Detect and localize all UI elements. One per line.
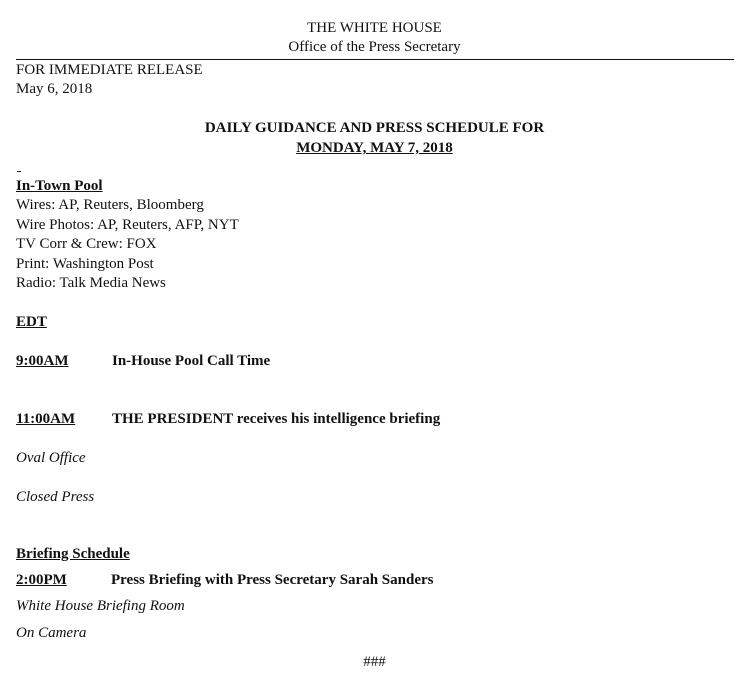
- letterhead-office: Office of the Press Secretary: [288, 39, 461, 55]
- timezone-heading: EDT: [16, 314, 47, 330]
- schedule-time-0: 9:00AM: [16, 353, 69, 369]
- header-rule: [16, 59, 734, 60]
- schedule-coverage-1: Closed Press: [16, 489, 95, 505]
- pool-line-print: Print: Washington Post: [16, 256, 154, 272]
- release-date: May 6, 2018: [16, 81, 93, 97]
- end-mark: ###: [363, 654, 386, 670]
- pool-line-wire-photos: Wire Photos: AP, Reuters, AFP, NYT: [16, 217, 239, 233]
- pool-line-tv: TV Corr & Crew: FOX: [16, 236, 157, 252]
- document-date: [0, 140, 749, 157]
- briefing-location: White House Briefing Room: [16, 598, 185, 614]
- release-label: FOR IMMEDIATE RELEASE: [16, 62, 203, 78]
- briefing-time: 2:00PM: [16, 572, 67, 588]
- schedule-location-1: Oval Office: [16, 450, 86, 466]
- pool-line-radio: Radio: Talk Media News: [16, 275, 166, 291]
- letterhead-org: THE WHITE HOUSE: [307, 20, 442, 36]
- briefing-event: Press Briefing with Press Secretary Sarah Sanders: [111, 572, 434, 588]
- briefing-coverage: On Camera: [16, 625, 87, 641]
- document-title: DAILY GUIDANCE AND PRESS SCHEDULE FOR: [204, 120, 545, 136]
- document-date-text: MONDAY, MAY 7, 2018: [296, 140, 453, 156]
- schedule-time-1: 11:00AM: [16, 411, 76, 427]
- pool-heading: In-Town Pool: [16, 178, 103, 194]
- briefing-heading: Briefing Schedule: [16, 546, 130, 562]
- schedule-event-1: THE PRESIDENT receives his intelligence briefing: [112, 411, 441, 427]
- stray-underline-mark: [17, 171, 21, 172]
- schedule-event-0: In-House Pool Call Time: [112, 353, 271, 369]
- pool-line-wires: Wires: AP, Reuters, Bloomberg: [16, 197, 204, 213]
